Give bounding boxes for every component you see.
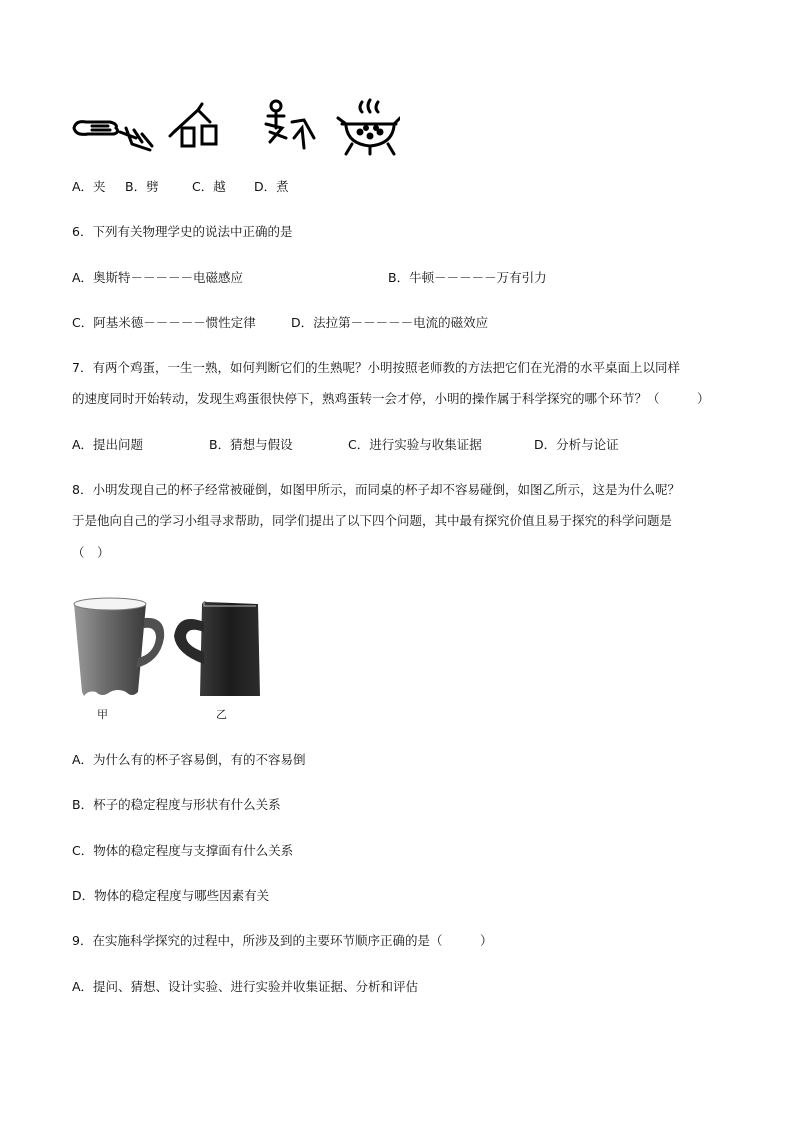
q8-stem-line3: （ ） (72, 545, 110, 560)
q8-stem-line2: 于是他向自己的学习小组寻求帮助，同学们提出了以下四个问题，其中最有探究价值且易于探究的科学问题是 (72, 513, 673, 528)
ancient-glyphs-figure (70, 98, 400, 158)
q7-stem-line2: 的速度同时开始转动，发现生鸡蛋很快停下，熟鸡蛋转一会才停，小明的操作属于科学探究的哪个环节？（ ） (72, 391, 710, 406)
cup-label-jia: 甲 (97, 708, 108, 721)
q8-option-b: B．杯子的稳定程度与形状有什么关系 (72, 797, 281, 812)
q8-option-c: C．物体的稳定程度与支撑面有什么关系 (72, 843, 294, 858)
q8-option-a: A．为什么有的杯子容易倒，有的不容易倒 (72, 752, 306, 767)
q7-stem-line1: 7．有两个鸡蛋，一生一熟，如何判断它们的生熟呢？小明按照老师教的方法把它们在光滑的水平桌面上以同样 (72, 360, 680, 375)
q6-option-d: D．法拉第－－－－－电流的磁效应 (291, 315, 489, 330)
cup-yi-image (174, 601, 260, 696)
q8-option-d: D．物体的稳定程度与哪些因素有关 (72, 888, 270, 903)
q5-option-b: B．劈 (125, 179, 159, 194)
cups-figure (70, 592, 270, 722)
glyph-jia (74, 122, 152, 150)
q7-option-a: A．提出问题 (72, 437, 144, 452)
q7-option-d: D．分析与论证 (534, 437, 619, 452)
q6-stem: 6．下列有关物理学史的说法中正确的是 (72, 224, 293, 239)
q5-option-d: D．煮 (254, 179, 289, 194)
q9-option-a: A．提问、猜想、设计实验、进行实验并收集证据、分析和评估 (72, 979, 419, 994)
q6-option-c: C．阿基米德－－－－－惯性定律 (72, 315, 256, 330)
cup-label-yi: 乙 (216, 708, 227, 721)
cup-jia-image (74, 598, 164, 696)
q6-option-b: B．牛顿－－－－－万有引力 (388, 270, 547, 285)
q7-option-b: B．猜想与假设 (209, 437, 293, 452)
q5-option-c: C．越 (192, 179, 226, 194)
glyph-zhu (338, 100, 400, 154)
q5-option-a: A．夹 (72, 179, 106, 194)
q9-stem: 9．在实施科学探究的过程中，所涉及到的主要环节顺序正确的是（ ） (72, 933, 493, 948)
glyph-yue (266, 101, 314, 148)
q6-option-a: A．奥斯特－－－－－电磁感应 (72, 270, 244, 285)
glyph-pi (170, 104, 216, 146)
q7-option-c: C．进行实验与收集证据 (348, 437, 482, 452)
q8-stem-line1: 8．小明发现自己的杯子经常被碰倒，如图甲所示，而同桌的杯子却不容易碰倒，如图乙所示，这是为什么呢？ (72, 482, 680, 497)
